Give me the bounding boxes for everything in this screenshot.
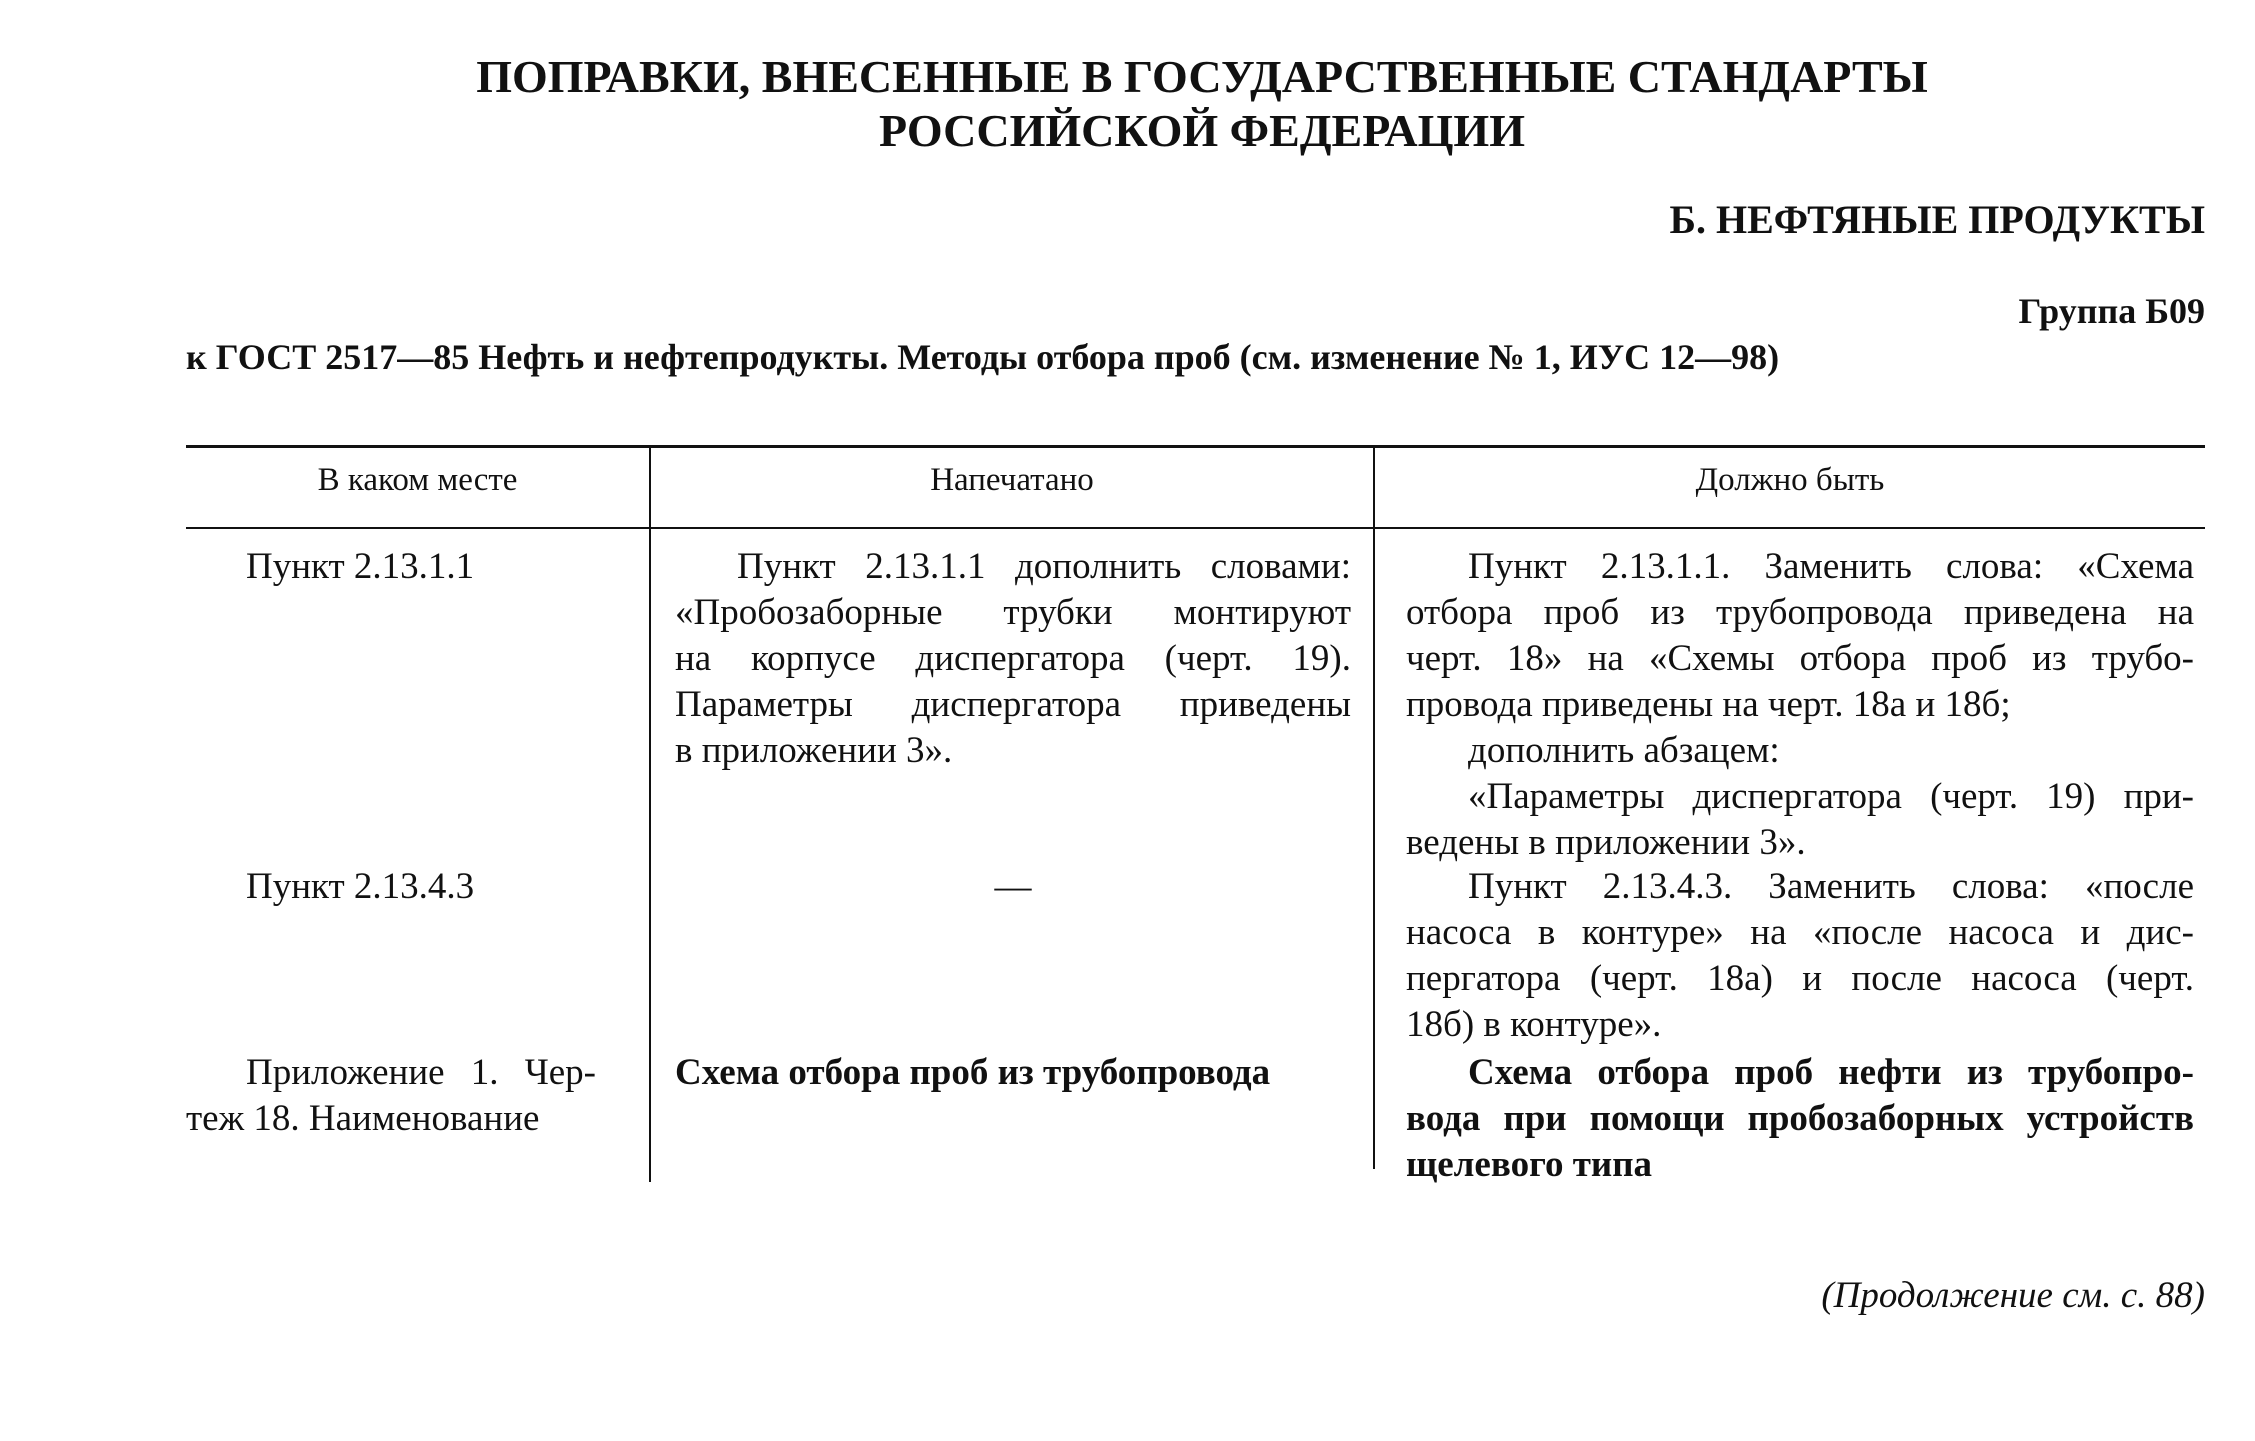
- row1-printed: [675, 544, 1351, 774]
- header-printed: Напечатано: [930, 462, 1094, 498]
- row1-should-line-3: черт. 18» на «Схемы отбора проб из трубо-: [1406, 638, 2194, 679]
- row3-should-line-1: Схема отбора проб нефти из трубопро-: [1468, 1052, 2194, 1093]
- row1-place-text: Пункт 2.13.1.1: [246, 546, 475, 587]
- row1-should-line-1: Пункт 2.13.1.1. Заменить слова: «Схема: [1468, 546, 2194, 587]
- row1-printed-line-2: «Пробозаборные трубки монтируют: [675, 592, 1351, 633]
- row1-should-line-2: отбора проб из трубопровода приведена на: [1406, 592, 2194, 633]
- row3-should-line-3: щелевого типа: [1406, 1144, 1653, 1185]
- row1-printed-line-3: на корпусе диспергатора (черт. 19).: [675, 638, 1351, 679]
- row1-place: [186, 544, 596, 590]
- title-line-1: ПОПРАВКИ, ВНЕСЕННЫЕ В ГОСУДАРСТВЕННЫЕ СТАНДАРТЫ: [476, 51, 1928, 102]
- row3-printed-line-1: Схема отбора проб из трубопровода: [675, 1052, 1271, 1093]
- row3-should-be: [1406, 1050, 2194, 1188]
- table-top-rule: [186, 445, 2205, 448]
- row1-should-line-5: дополнить абзацем:: [1468, 730, 1780, 771]
- row3-place-line-2: теж 18. Наименование: [186, 1098, 540, 1139]
- row3-place: [186, 1050, 596, 1142]
- table-header-rule: [186, 527, 2205, 529]
- column-divider-2: [1373, 447, 1375, 1169]
- gost-reference: к ГОСТ 2517—85 Нефть и нефтепродукты. Методы отбора проб (см. изменение № 1, ИУС 12—98): [186, 337, 1780, 377]
- row2-should-line-4: 18б) в контуре».: [1406, 1004, 1662, 1045]
- document-title: [186, 50, 2218, 158]
- row2-place-text: Пункт 2.13.4.3: [246, 866, 475, 907]
- row1-should-be: [1406, 544, 2194, 866]
- row3-place-line-1: Приложение 1. Чер-: [246, 1052, 596, 1093]
- row2-printed-dash: —: [994, 866, 1032, 907]
- row1-printed-line-1: Пункт 2.13.1.1 дополнить словами:: [737, 546, 1351, 587]
- row1-printed-line-4: Параметры диспергатора приведены: [675, 684, 1351, 725]
- row3-printed: [675, 1050, 1351, 1096]
- row2-place: [186, 864, 596, 910]
- column-divider-1: [649, 447, 651, 1182]
- header-place: В каком месте: [317, 462, 518, 498]
- row2-should-line-3: пергатора (черт. 18а) и после насоса (черт.: [1406, 958, 2194, 999]
- row1-printed-line-5: в приложении 3».: [675, 730, 953, 771]
- row2-should-line-2: насоса в контуре» на «после насоса и дис-: [1406, 912, 2194, 953]
- section-heading: Б. НЕФТЯНЫЕ ПРОДУКТЫ: [1669, 197, 2205, 242]
- row1-should-line-7: ведены в приложении 3».: [1406, 822, 1806, 863]
- header-should-be: Должно быть: [1695, 462, 1885, 498]
- row1-should-line-6: «Параметры диспергатора (черт. 19) при-: [1468, 776, 2194, 817]
- title-line-2: РОССИЙСКОЙ ФЕДЕРАЦИИ: [879, 105, 1525, 156]
- group-label: Группа Б09: [2018, 291, 2205, 331]
- continuation-note: (Продолжение см. с. 88): [1821, 1275, 2205, 1316]
- row2-should-be: [1406, 864, 2194, 1048]
- row2-printed: [675, 864, 1351, 910]
- row2-should-line-1: Пункт 2.13.4.3. Заменить слова: «после: [1468, 866, 2194, 907]
- row3-should-line-2: вода при помощи пробозаборных устройств: [1406, 1098, 2194, 1139]
- row1-should-line-4: провода приведены на черт. 18а и 18б;: [1406, 684, 2011, 725]
